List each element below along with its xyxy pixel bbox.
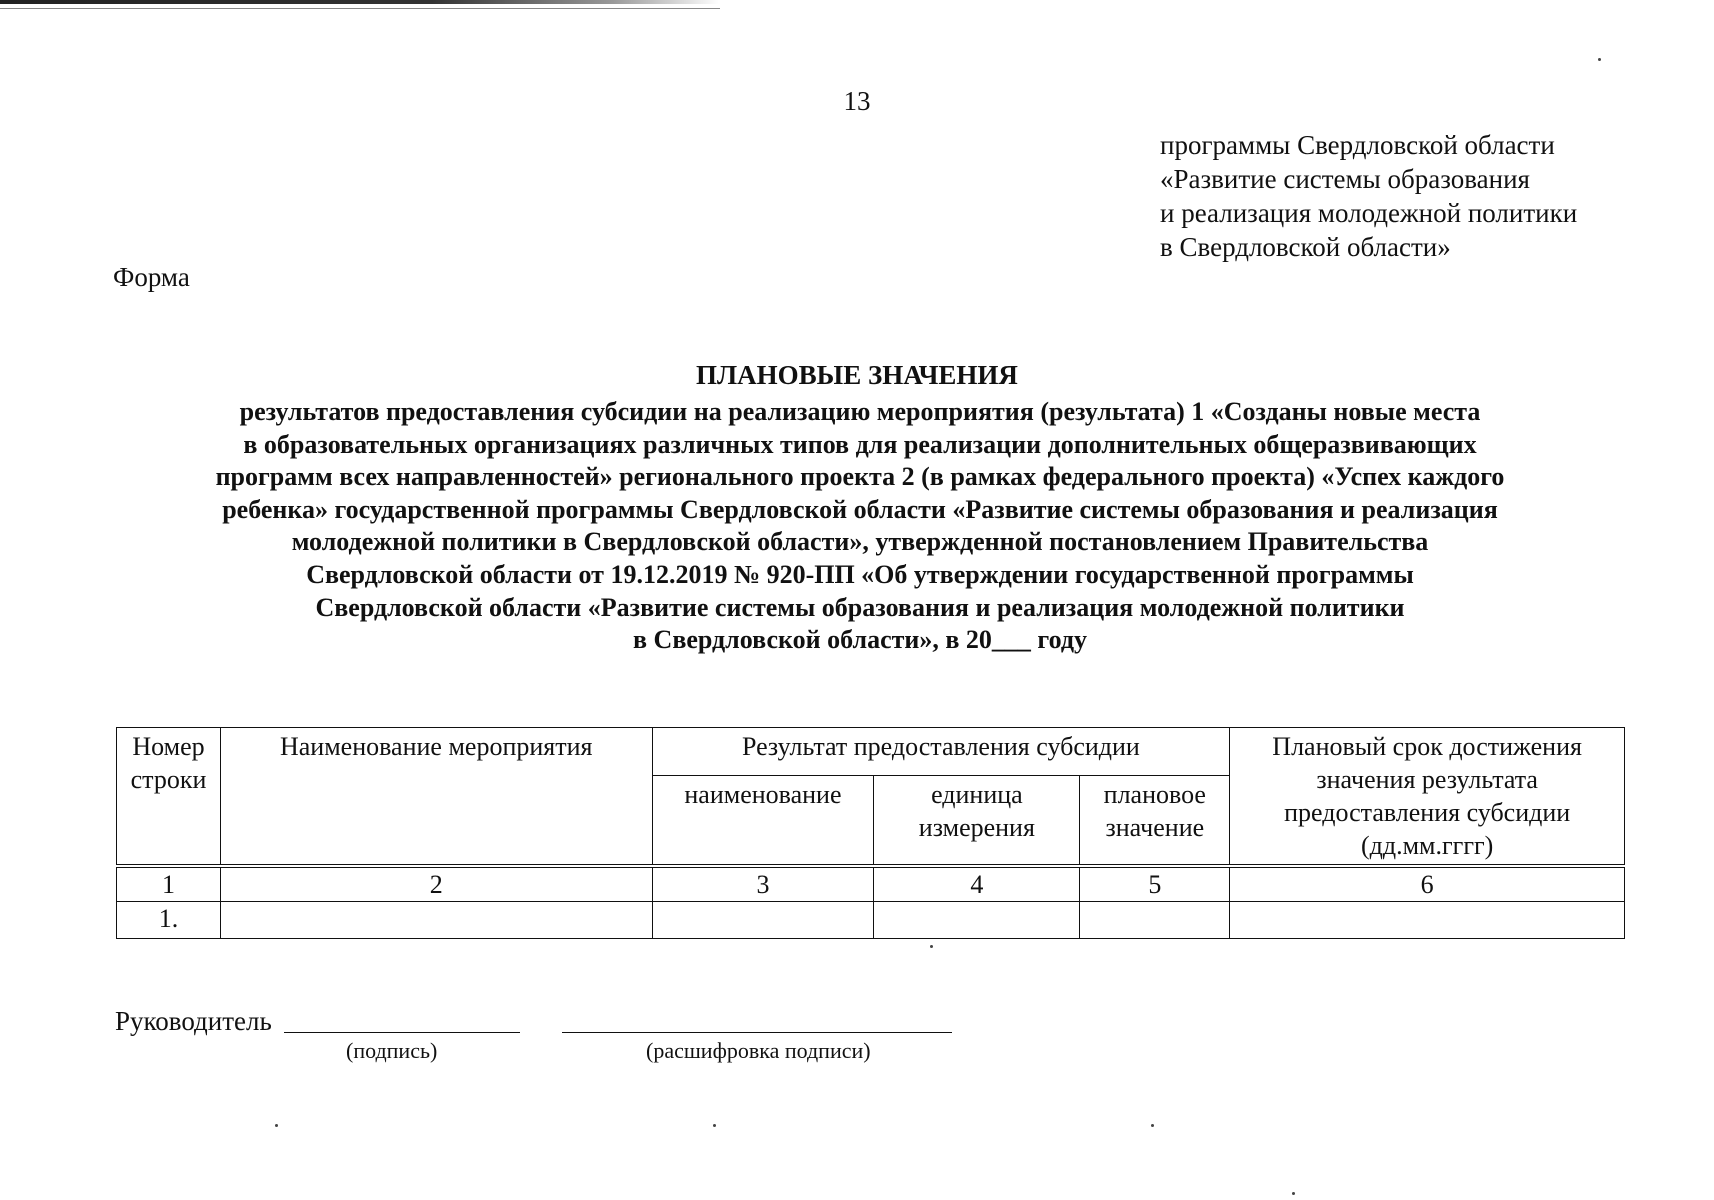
document-title: ПЛАНОВЫЕ ЗНАЧЕНИЯ xyxy=(696,360,1018,390)
signature-line xyxy=(284,1032,520,1033)
scan-speck xyxy=(1292,1192,1295,1195)
header-line: и реализация молодежной политики xyxy=(1160,198,1578,228)
table-cell xyxy=(874,902,1080,939)
scan-edge-artifact-thin xyxy=(0,8,720,9)
header-deadline: Плановый срок достижения значения результата предоставления субсидии (дд.мм.гггг) xyxy=(1230,728,1625,867)
table-cell xyxy=(652,902,874,939)
scan-speck xyxy=(275,1124,278,1127)
column-number: 1 xyxy=(117,866,221,902)
header-result-group: Результат предоставления субсидии xyxy=(652,728,1230,776)
table-cell xyxy=(220,902,652,939)
subtitle-line: Свердловской области «Развитие системы образования и реализация молодежной политики xyxy=(315,592,1405,622)
scan-edge-artifact xyxy=(0,0,720,4)
page-number: 13 xyxy=(843,86,871,116)
subtitle-line: результатов предоставления субсидии на реализацию мероприятия (результата) 1 «Созданы новые места xyxy=(239,397,1481,426)
header-event-name: Наименование мероприятия xyxy=(220,728,652,867)
table-cell xyxy=(1080,902,1230,939)
subtitle-line: в Свердловской области», в 20___ году xyxy=(633,625,1087,655)
column-number: 5 xyxy=(1080,866,1230,902)
table-cell: 1. xyxy=(117,902,221,939)
subtitle-line: Свердловской области от 19.12.2019 № 920-ПП «Об утверждении государственной программы xyxy=(306,559,1414,589)
signature-decode-line xyxy=(562,1032,952,1033)
appendix-header xyxy=(1160,128,1680,264)
header-row-number: Номер строки xyxy=(117,728,221,867)
table-header-row xyxy=(117,728,1625,776)
column-number: 4 xyxy=(874,866,1080,902)
header-result-plan: плановое значение xyxy=(1080,775,1230,866)
table-row xyxy=(117,902,1625,939)
subtitle-line: ребенка» государственной программы Свердловской области «Развитие системы образования и реализация xyxy=(222,494,1498,524)
document-subtitle xyxy=(120,396,1600,657)
subtitle-line: программ всех направленностей» регионального проекта 2 (в рамках федерального проекта) «Успех каждого xyxy=(215,462,1505,492)
scan-speck xyxy=(930,945,933,948)
column-number: 2 xyxy=(220,866,652,902)
subtitle-line: в образовательных организациях различных типов для реализации дополнительных общеразвивающих xyxy=(243,429,1477,459)
header-line: в Свердловской области» xyxy=(1160,232,1451,262)
plan-values-table xyxy=(116,727,1625,939)
column-number-row xyxy=(117,866,1625,902)
scan-speck xyxy=(713,1124,716,1127)
signature-decode-caption: (расшифровка подписи) xyxy=(646,1038,871,1063)
header-line: программы Свердловской области xyxy=(1160,130,1555,160)
table-cell xyxy=(1230,902,1625,939)
column-number: 3 xyxy=(652,866,874,902)
signature-label: Руководитель xyxy=(115,1006,272,1036)
signature-caption: (подпись) xyxy=(346,1038,438,1063)
scan-speck xyxy=(1151,1124,1154,1127)
form-label: Форма xyxy=(113,262,190,292)
header-result-name: наименование xyxy=(652,775,874,866)
scan-speck xyxy=(1598,58,1601,61)
subtitle-line: молодежной политики в Свердловской области», утвержденной постановлением Правительства xyxy=(291,527,1429,557)
header-line: «Развитие системы образования xyxy=(1160,164,1530,194)
column-number: 6 xyxy=(1230,866,1625,902)
header-result-unit: единица измерения xyxy=(874,775,1080,866)
